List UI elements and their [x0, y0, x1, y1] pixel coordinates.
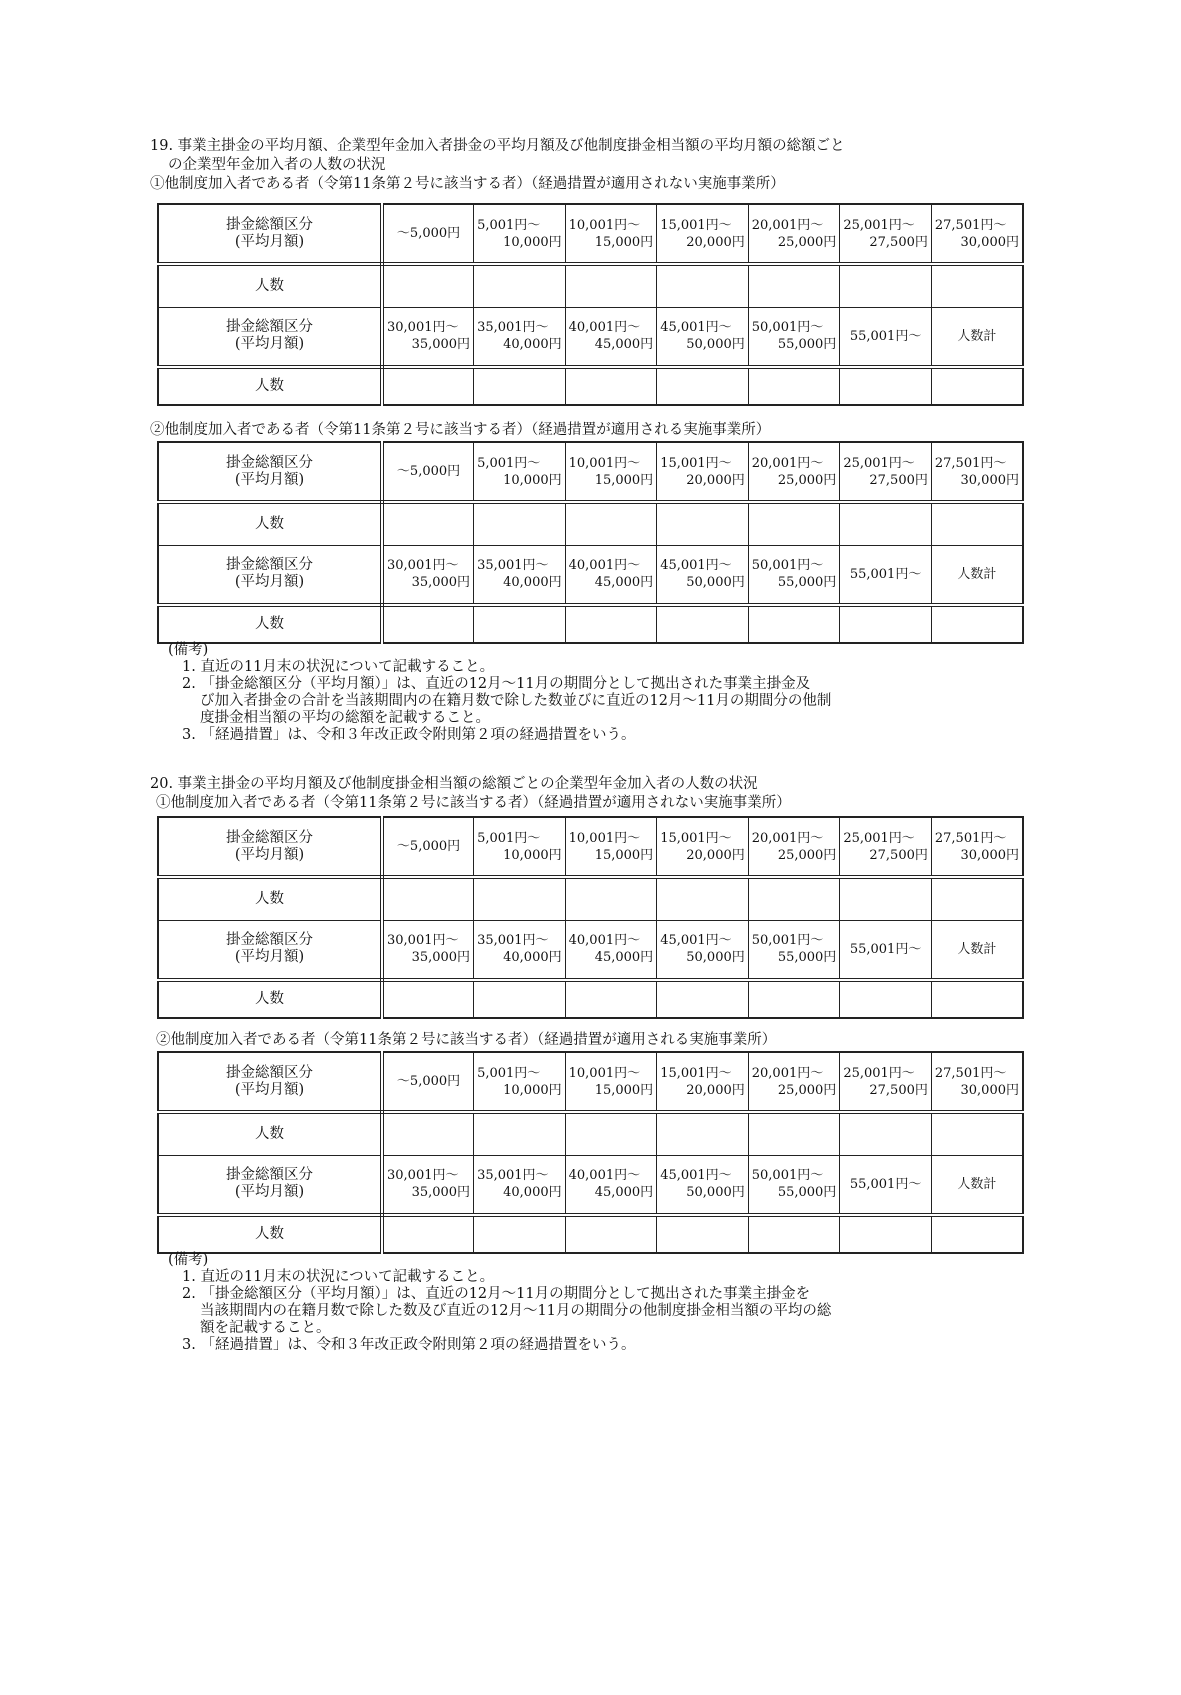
range-header-cell: 45,001円～ 50,000円	[657, 307, 749, 367]
range-header-row	[158, 1052, 1023, 1112]
headcount-input-cell[interactable]	[657, 980, 749, 1018]
headcount-input-cell[interactable]	[565, 1215, 657, 1253]
range-header-cell: 人数計	[931, 920, 1023, 980]
headcount-row	[158, 1112, 1023, 1155]
headcount-input-cell[interactable]	[382, 605, 474, 643]
section-20-notes: (備考) 1. 直近の11月末の状況について記載すること。 2. 「掛金総額区分（平均月額）」は、直近の12月～11月の期間分として拠出された事業主掛金を 当該期間内の在籍月数で除した数及び直近の12月～11月の期間分の他制度掛金相当額の平均の総 額を記載すること。 3. 「経過措置」は、令和３年改正政令附則第２項の経過措置をいう。	[168, 1252, 832, 1353]
headcount-input-cell[interactable]	[565, 264, 657, 307]
headcount-input-cell[interactable]	[748, 1112, 840, 1155]
range-header-cell: 45,001円～ 50,000円	[657, 545, 749, 605]
range-header-cell: ～5,000円	[382, 817, 474, 877]
headcount-input-cell[interactable]	[474, 1112, 566, 1155]
range-header-cell: 30,001円～ 35,000円	[382, 1155, 474, 1215]
range-header-cell: 35,001円～ 40,000円	[474, 1155, 566, 1215]
range-header-row	[158, 817, 1023, 877]
table-3-caption: ①他制度加入者である者（令第11条第２号に該当する者）（経過措置が適用されない実施事業所）	[156, 795, 791, 811]
headcount-label: 人数	[158, 1112, 382, 1155]
range-header-cell: 27,501円～ 30,000円	[931, 442, 1023, 502]
range-header-cell: 27,501円～ 30,000円	[931, 1052, 1023, 1112]
headcount-input-cell[interactable]	[840, 877, 932, 920]
range-header-cell: 20,001円～ 25,000円	[748, 204, 840, 264]
range-header-row	[158, 920, 1023, 980]
headcount-input-cell[interactable]	[748, 367, 840, 405]
headcount-label: 人数	[158, 264, 382, 307]
range-header-cell: 50,001円～ 55,000円	[748, 307, 840, 367]
headcount-input-cell[interactable]	[474, 1215, 566, 1253]
range-header-cell: 5,001円～ 10,000円	[474, 204, 566, 264]
amount-category-label: 掛金総額区分 (平均月額)	[158, 1052, 382, 1112]
headcount-input-cell[interactable]	[748, 502, 840, 545]
range-header-cell: 35,001円～ 40,000円	[474, 920, 566, 980]
range-header-cell: 10,001円～ 15,000円	[565, 817, 657, 877]
range-header-row	[158, 442, 1023, 502]
headcount-row	[158, 605, 1023, 643]
range-header-cell: 40,001円～ 45,000円	[565, 920, 657, 980]
headcount-input-cell[interactable]	[657, 1112, 749, 1155]
amount-category-label: 掛金総額区分 (平均月額)	[158, 1155, 382, 1215]
range-header-cell: 5,001円～ 10,000円	[474, 442, 566, 502]
headcount-input-cell[interactable]	[382, 1112, 474, 1155]
table-1-caption: ①他制度加入者である者（令第11条第２号に該当する者）（経過措置が適用されない実施事業所）	[150, 176, 785, 192]
headcount-label: 人数	[158, 502, 382, 545]
range-header-cell: ～5,000円	[382, 442, 474, 502]
headcount-input-cell[interactable]	[840, 980, 932, 1018]
headcount-input-cell[interactable]	[474, 502, 566, 545]
headcount-input-cell[interactable]	[931, 980, 1023, 1018]
headcount-input-cell[interactable]	[382, 264, 474, 307]
range-header-cell: 20,001円～ 25,000円	[748, 442, 840, 502]
amount-category-label: 掛金総額区分 (平均月額)	[158, 307, 382, 367]
amount-category-label: 掛金総額区分 (平均月額)	[158, 545, 382, 605]
headcount-row	[158, 367, 1023, 405]
range-header-cell: 30,001円～ 35,000円	[382, 920, 474, 980]
headcount-input-cell[interactable]	[657, 877, 749, 920]
range-header-cell: 35,001円～ 40,000円	[474, 545, 566, 605]
headcount-input-cell[interactable]	[748, 1215, 840, 1253]
range-header-cell: 40,001円～ 45,000円	[565, 1155, 657, 1215]
range-header-cell: 45,001円～ 50,000円	[657, 920, 749, 980]
headcount-label: 人数	[158, 1215, 382, 1253]
range-header-cell: 人数計	[931, 545, 1023, 605]
range-header-cell: 55,001円～	[840, 1155, 932, 1215]
range-header-cell: 20,001円～ 25,000円	[748, 817, 840, 877]
table-20-2	[157, 1051, 1024, 1254]
headcount-label: 人数	[158, 367, 382, 405]
range-header-cell: 10,001円～ 15,000円	[565, 442, 657, 502]
headcount-input-cell[interactable]	[565, 502, 657, 545]
headcount-label: 人数	[158, 605, 382, 643]
table-2-caption: ②他制度加入者である者（令第11条第２号に該当する者）（経過措置が適用される実施事業所）	[150, 422, 771, 438]
headcount-input-cell[interactable]	[382, 877, 474, 920]
range-header-cell: 55,001円～	[840, 920, 932, 980]
range-header-cell: 27,501円～ 30,000円	[931, 817, 1023, 877]
headcount-input-cell[interactable]	[931, 1215, 1023, 1253]
range-header-row	[158, 1155, 1023, 1215]
headcount-input-cell[interactable]	[931, 264, 1023, 307]
headcount-input-cell[interactable]	[474, 367, 566, 405]
range-header-cell: 45,001円～ 50,000円	[657, 1155, 749, 1215]
table-19-1	[157, 203, 1024, 406]
headcount-row	[158, 1215, 1023, 1253]
table-20-1	[157, 816, 1024, 1019]
amount-category-label: 掛金総額区分 (平均月額)	[158, 920, 382, 980]
headcount-input-cell[interactable]	[657, 367, 749, 405]
headcount-row	[158, 980, 1023, 1018]
range-header-cell: 人数計	[931, 1155, 1023, 1215]
headcount-input-cell[interactable]	[657, 264, 749, 307]
headcount-input-cell[interactable]	[657, 605, 749, 643]
range-header-cell: 30,001円～ 35,000円	[382, 307, 474, 367]
range-header-cell: 50,001円～ 55,000円	[748, 920, 840, 980]
range-header-cell: 40,001円～ 45,000円	[565, 307, 657, 367]
range-header-cell: 15,001円～ 20,000円	[657, 204, 749, 264]
range-header-cell: ～5,000円	[382, 204, 474, 264]
headcount-input-cell[interactable]	[474, 264, 566, 307]
range-header-cell: 40,001円～ 45,000円	[565, 545, 657, 605]
range-header-cell: 15,001円～ 20,000円	[657, 442, 749, 502]
table-4-caption: ②他制度加入者である者（令第11条第２号に該当する者）（経過措置が適用される実施事業所）	[156, 1032, 777, 1048]
section-19-title: 19. 事業主掛金の平均月額、企業型年金加入者掛金の平均月額及び他制度掛金相当額の平均月額の総額ごと の企業型年金加入者の人数の状況 ①他制度加入者である者（令第11条第２号に該当する者）（経過措置が適用されない実施事業所）	[150, 137, 1030, 194]
headcount-input-cell[interactable]	[565, 877, 657, 920]
headcount-input-cell[interactable]	[840, 1112, 932, 1155]
headcount-label: 人数	[158, 980, 382, 1018]
range-header-row	[158, 307, 1023, 367]
range-header-cell: 15,001円～ 20,000円	[657, 817, 749, 877]
range-header-cell: 55,001円～	[840, 307, 932, 367]
range-header-cell: ～5,000円	[382, 1052, 474, 1112]
headcount-input-cell[interactable]	[931, 367, 1023, 405]
headcount-input-cell[interactable]	[565, 605, 657, 643]
range-header-cell: 27,501円～ 30,000円	[931, 204, 1023, 264]
range-header-cell: 25,001円～ 27,500円	[840, 817, 932, 877]
headcount-input-cell[interactable]	[565, 980, 657, 1018]
section-19-notes: (備考) 1. 直近の11月末の状況について記載すること。 2. 「掛金総額区分（平均月額）」は、直近の12月～11月の期間分として拠出された事業主掛金及 び加入者掛金の合計を当該期間内の在籍月数で除した数並びに直近の12月～11月の期間分の他制 度掛金相当額の平均の総額を記載すること。 3. 「経過措置」は、令和３年改正政令附則第２項の経過措置をいう。	[168, 642, 832, 743]
headcount-input-cell[interactable]	[382, 367, 474, 405]
headcount-input-cell[interactable]	[382, 502, 474, 545]
range-header-cell: 人数計	[931, 307, 1023, 367]
headcount-input-cell[interactable]	[748, 877, 840, 920]
range-header-cell: 50,001円～ 55,000円	[748, 545, 840, 605]
headcount-row	[158, 877, 1023, 920]
section-20-title: 20. 事業主掛金の平均月額及び他制度掛金相当額の総額ごとの企業型年金加入者の人数の状況 ①他制度加入者である者（令第11条第２号に該当する者）（経過措置が適用されない実施事業所）	[150, 775, 1030, 813]
table-19-2	[157, 441, 1024, 644]
headcount-input-cell[interactable]	[382, 980, 474, 1018]
headcount-input-cell[interactable]	[931, 1112, 1023, 1155]
headcount-input-cell[interactable]	[840, 1215, 932, 1253]
headcount-row	[158, 502, 1023, 545]
range-header-row	[158, 545, 1023, 605]
range-header-cell: 10,001円～ 15,000円	[565, 1052, 657, 1112]
range-header-cell: 5,001円～ 10,000円	[474, 817, 566, 877]
range-header-cell: 25,001円～ 27,500円	[840, 442, 932, 502]
headcount-input-cell[interactable]	[474, 605, 566, 643]
range-header-cell: 25,001円～ 27,500円	[840, 1052, 932, 1112]
headcount-input-cell[interactable]	[840, 605, 932, 643]
range-header-cell: 55,001円～	[840, 545, 932, 605]
range-header-cell: 5,001円～ 10,000円	[474, 1052, 566, 1112]
headcount-input-cell[interactable]	[931, 877, 1023, 920]
headcount-input-cell[interactable]	[382, 1215, 474, 1253]
headcount-input-cell[interactable]	[931, 502, 1023, 545]
range-header-cell: 20,001円～ 25,000円	[748, 1052, 840, 1112]
headcount-input-cell[interactable]	[840, 367, 932, 405]
range-header-row	[158, 204, 1023, 264]
headcount-input-cell[interactable]	[931, 605, 1023, 643]
headcount-input-cell[interactable]	[840, 502, 932, 545]
headcount-label: 人数	[158, 877, 382, 920]
headcount-input-cell[interactable]	[657, 502, 749, 545]
headcount-input-cell[interactable]	[565, 1112, 657, 1155]
headcount-input-cell[interactable]	[748, 605, 840, 643]
range-header-cell: 10,001円～ 15,000円	[565, 204, 657, 264]
headcount-input-cell[interactable]	[748, 980, 840, 1018]
range-header-cell: 30,001円～ 35,000円	[382, 545, 474, 605]
amount-category-label: 掛金総額区分 (平均月額)	[158, 442, 382, 502]
range-header-cell: 35,001円～ 40,000円	[474, 307, 566, 367]
range-header-cell: 15,001円～ 20,000円	[657, 1052, 749, 1112]
headcount-input-cell[interactable]	[657, 1215, 749, 1253]
amount-category-label: 掛金総額区分 (平均月額)	[158, 204, 382, 264]
headcount-input-cell[interactable]	[474, 980, 566, 1018]
headcount-input-cell[interactable]	[474, 877, 566, 920]
headcount-input-cell[interactable]	[840, 264, 932, 307]
headcount-row	[158, 264, 1023, 307]
headcount-input-cell[interactable]	[565, 367, 657, 405]
range-header-cell: 25,001円～ 27,500円	[840, 204, 932, 264]
range-header-cell: 50,001円～ 55,000円	[748, 1155, 840, 1215]
amount-category-label: 掛金総額区分 (平均月額)	[158, 817, 382, 877]
headcount-input-cell[interactable]	[748, 264, 840, 307]
